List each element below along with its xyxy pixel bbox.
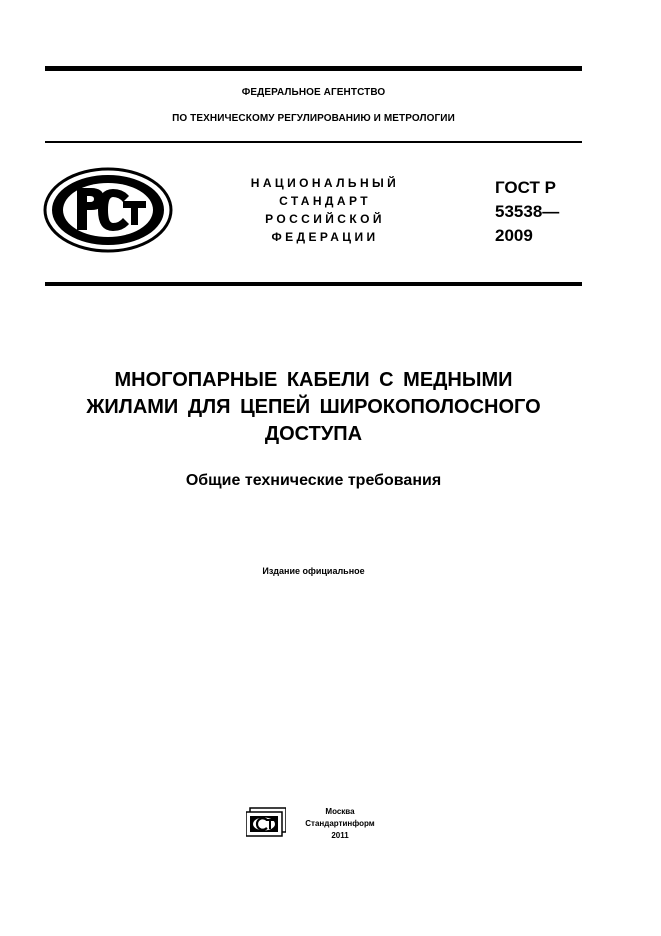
document-title-line-3: ДОСТУПА [264,423,363,445]
gost-year: 2009 [495,226,533,245]
agency-line-2: ПО ТЕХНИЧЕСКОМУ РЕГУЛИРОВАНИЮ И МЕТРОЛОГИИ [172,113,455,124]
standard-type-line-2: СТАНДАРТ [279,194,371,208]
bottom-header-rule [45,282,582,286]
standard-type-line-3: РОССИЙСКОЙ [265,212,385,226]
standard-type-line-4: ФЕДЕРАЦИИ [271,230,379,244]
header-rule [45,141,582,143]
publisher-city: Москва [325,807,355,816]
rst-certification-mark-icon [43,167,173,253]
publisher-year: 2011 [331,831,349,840]
standard-type-line-1: НАЦИОНАЛЬНЫЙ [250,176,400,190]
edition-label: Издание официальное [262,566,365,576]
standartinform-logo-icon [246,806,286,838]
top-rule [45,66,582,71]
gost-prefix: ГОСТ Р [495,178,556,197]
document-subtitle: Общие технические требования [185,472,442,489]
publisher-name: Стандартинформ [305,819,375,828]
agency-line-1: ФЕДЕРАЛЬНОЕ АГЕНТСТВО [241,87,386,98]
gost-number: 53538— [495,202,560,221]
document-title-line-1: МНОГОПАРНЫЕ КАБЕЛИ С МЕДНЫМИ [114,369,513,391]
document-title-line-2: ЖИЛАМИ ДЛЯ ЦЕПЕЙ ШИРОКОПОЛОСНОГО [86,396,541,418]
